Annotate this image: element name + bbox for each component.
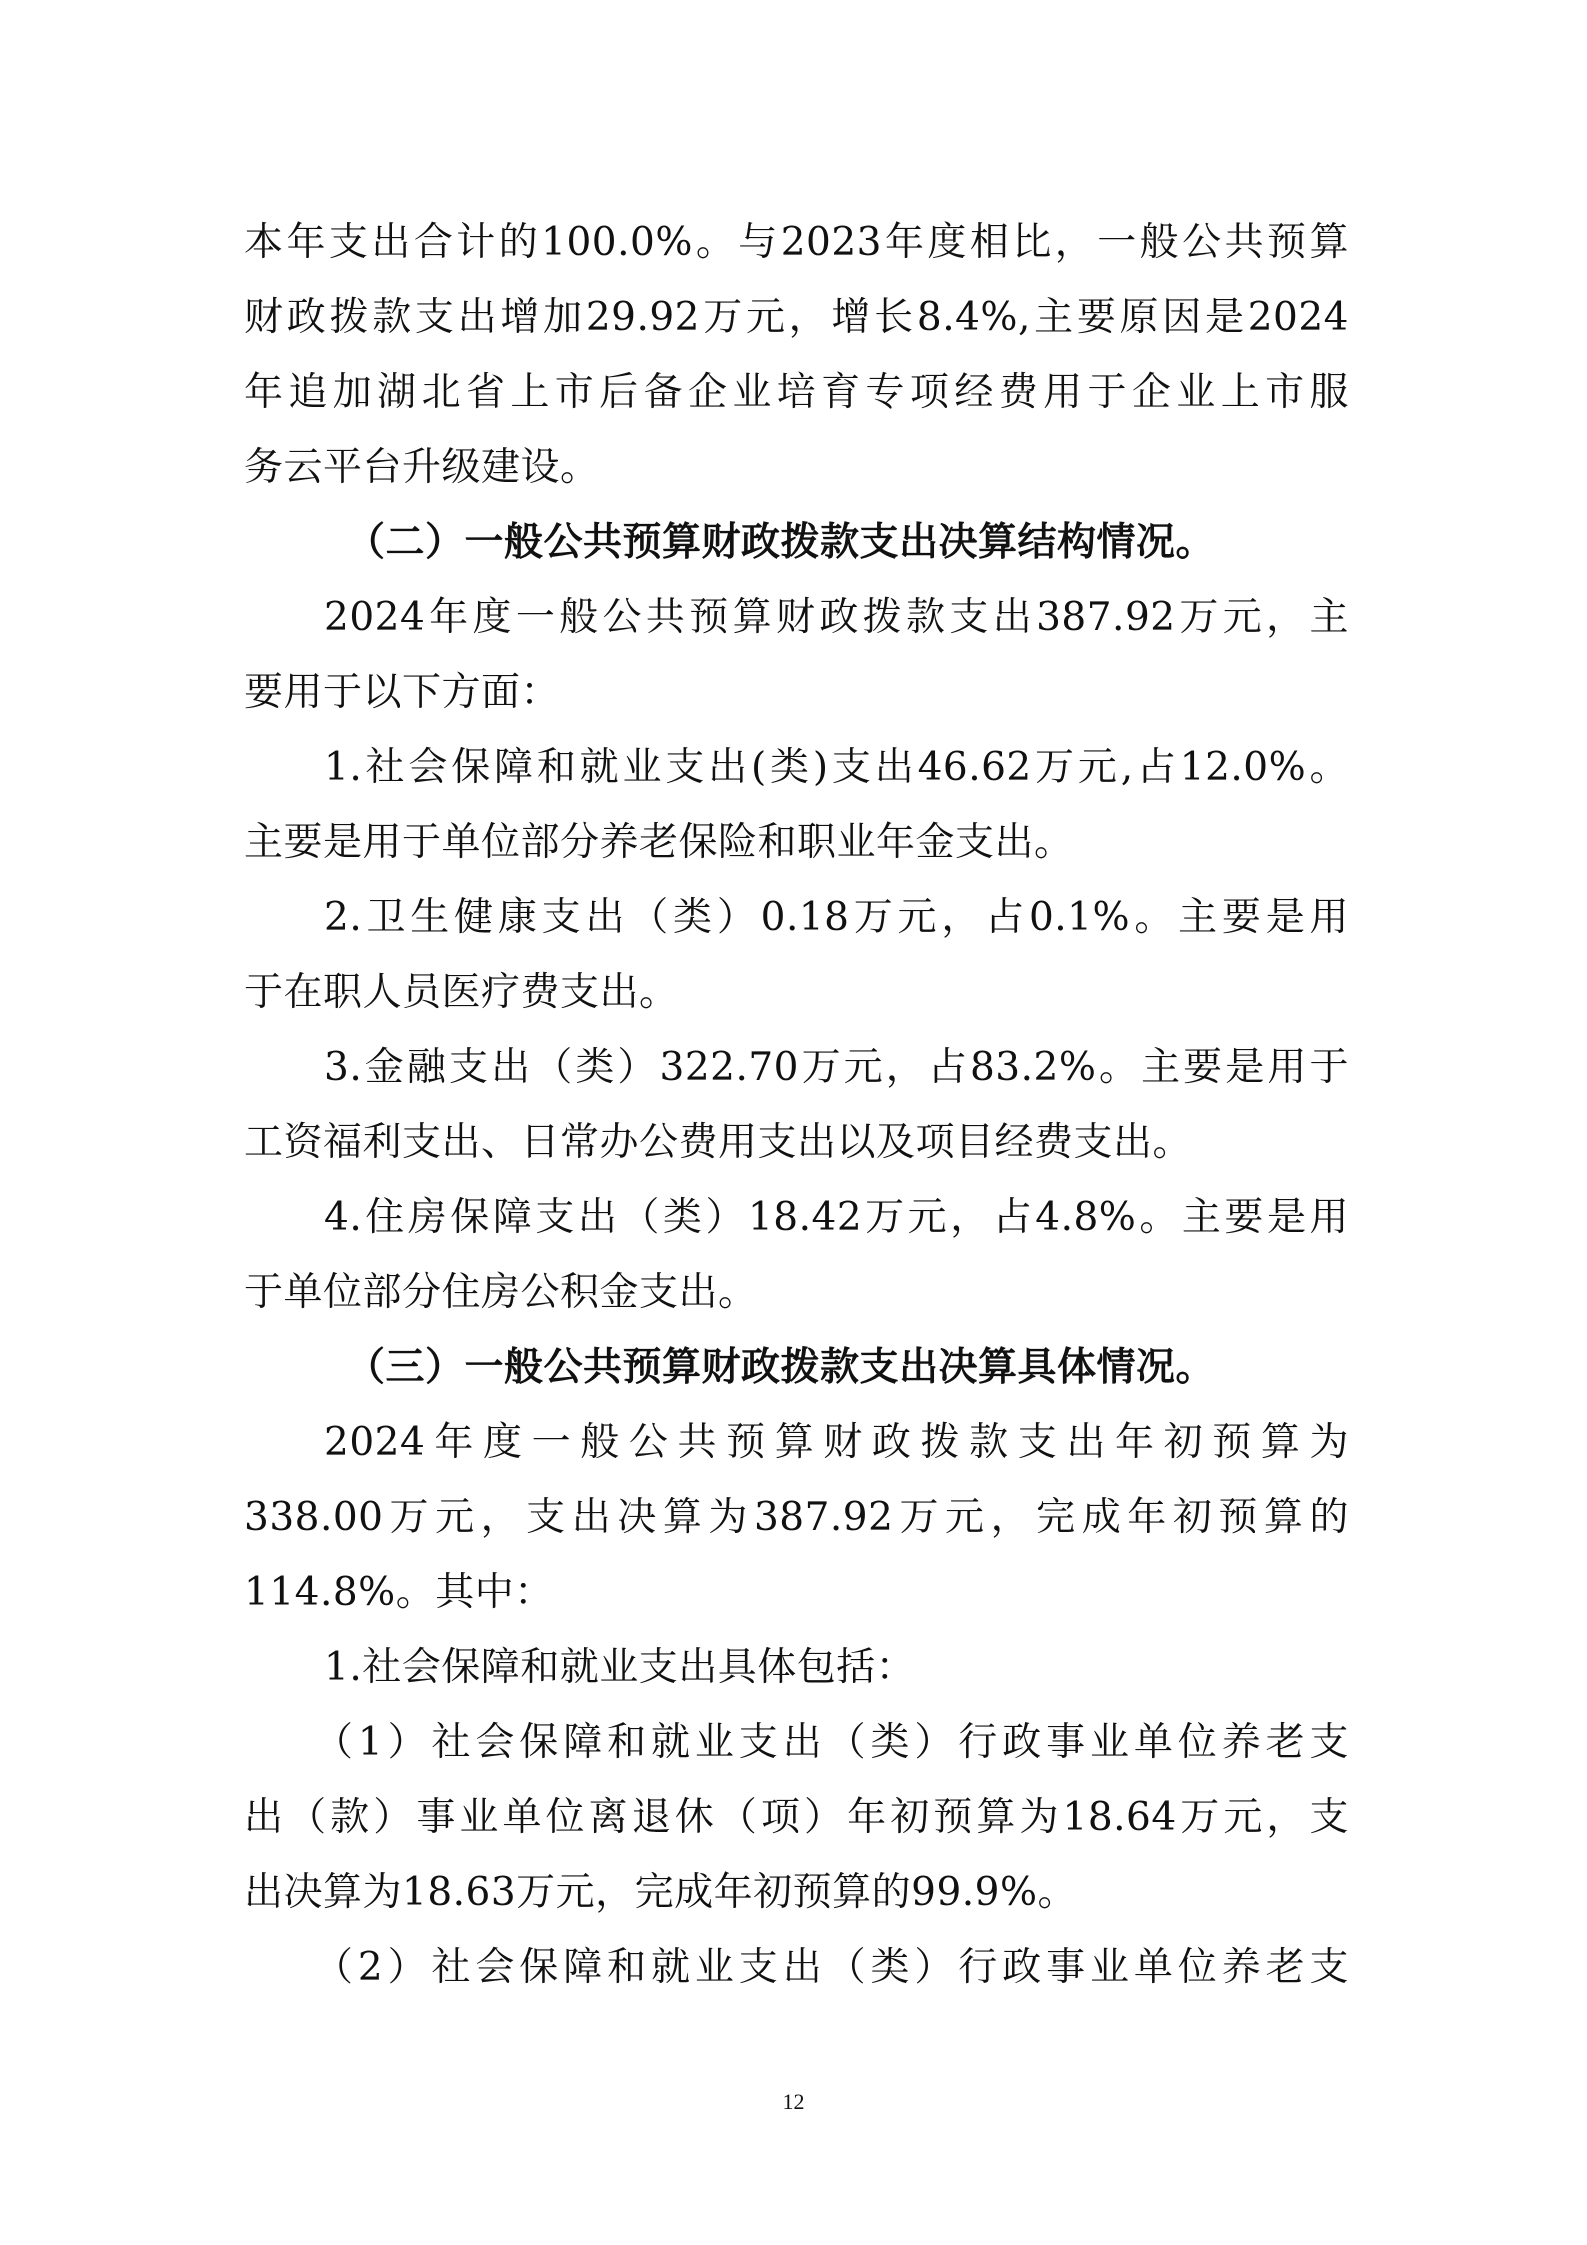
list-item-line: 1.社会保障和就业支出(类)支出46.62万元,占12.0%。 [324, 745, 1349, 790]
paragraph-line: 2024年度一般公共预算财政拨款支出年初预算为 [324, 1420, 1349, 1465]
list-item-line: 于单位部分住房公积金支出。 [244, 1270, 758, 1315]
list-item-line: 工资福利支出、日常办公费用支出以及项目经费支出。 [244, 1120, 1193, 1165]
paragraph-line: 要用于以下方面： [244, 670, 561, 715]
paragraph-line: 114.8%。其中： [244, 1570, 554, 1615]
paragraph-line: 本年支出合计的100.0%。与2023年度相比，一般公共预算 [244, 220, 1349, 265]
section-heading: （三）一般公共预算财政拨款支出决算具体情况。 [346, 1344, 1216, 1390]
document-body [244, 205, 1349, 2005]
paragraph-line: 年追加湖北省上市后备企业培育专项经费用于企业上市服 [244, 370, 1349, 415]
paragraph-line: 338.00万元，支出决算为387.92万元，完成年初预算的 [244, 1495, 1349, 1540]
item-line: （2）社会保障和就业支出（类）行政事业单位养老支 [314, 1945, 1349, 1990]
item-line: 出决算为18.63万元，完成年初预算的99.9%。 [244, 1870, 1078, 1915]
section-heading: （二）一般公共预算财政拨款支出决算结构情况。 [346, 519, 1216, 565]
list-item-line: 主要是用于单位部分养老保险和职业年金支出。 [244, 820, 1074, 865]
paragraph-line: 财政拨款支出增加29.92万元，增长8.4%,主要原因是2024 [244, 295, 1349, 340]
paragraph-line: 务云平台升级建设。 [244, 445, 600, 490]
item-line: 出（款）事业单位离退休（项）年初预算为18.64万元，支 [244, 1795, 1349, 1840]
list-item-line: 于在职人员医疗费支出。 [244, 970, 679, 1015]
paragraph-line: 2024年度一般公共预算财政拨款支出387.92万元，主 [324, 595, 1349, 640]
list-item-line: 2.卫生健康支出（类）0.18万元，占0.1%。主要是用 [324, 895, 1349, 940]
list-item-line: 4.住房保障支出（类）18.42万元，占4.8%。主要是用 [324, 1195, 1349, 1240]
page-number: 12 [782, 2089, 805, 2114]
subsection-line: 1.社会保障和就业支出具体包括： [324, 1645, 916, 1690]
list-item-line: 3.金融支出（类）322.70万元，占83.2%。主要是用于 [324, 1045, 1349, 1090]
item-line: （1）社会保障和就业支出（类）行政事业单位养老支 [314, 1720, 1349, 1765]
